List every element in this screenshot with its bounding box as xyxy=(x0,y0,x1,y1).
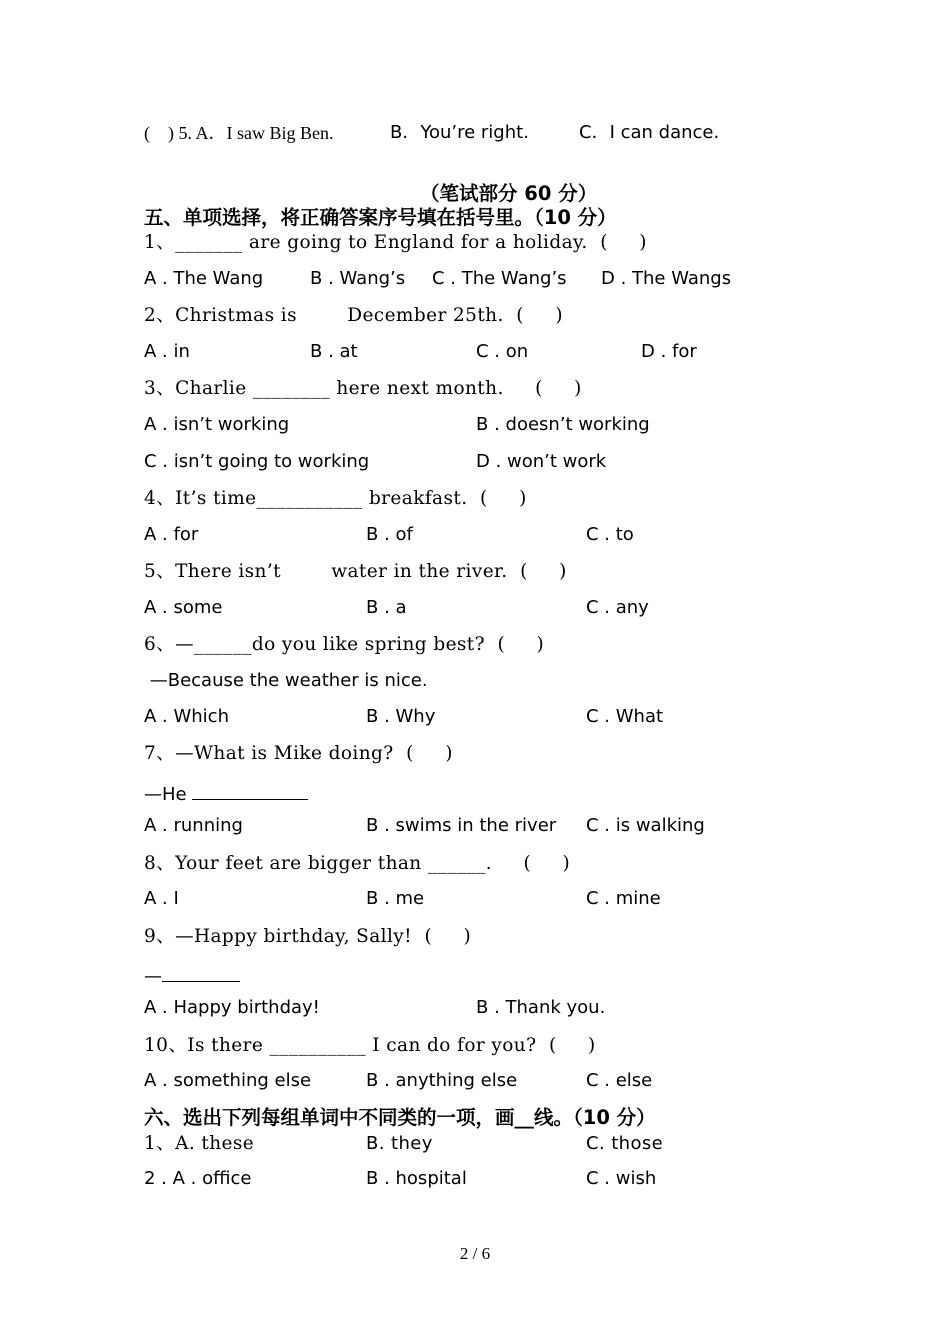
page-number: 2 / 6 xyxy=(459,1244,491,1263)
q3-option-b: B . doesn’t working xyxy=(476,414,650,435)
section-5-title: 五、单项选择，将正确答案序号填在括号里。（10 分） xyxy=(144,206,617,229)
q2-option-d: D . for xyxy=(641,341,697,362)
q4-option-a: A . for xyxy=(144,524,199,545)
q1-option-a: A . The Wang xyxy=(144,268,264,289)
q6-option-c: C . What xyxy=(586,706,664,727)
q1-option-b: B . Wang’s xyxy=(310,268,406,289)
q7-response xyxy=(144,781,308,804)
q8-option-a: A . I xyxy=(144,888,179,909)
q7-option-a: A . running xyxy=(144,815,243,836)
q4-option-b: B . of xyxy=(366,524,413,545)
group-1-option-a: 1、A. these xyxy=(144,1133,255,1154)
q7-option-b: B . swims in the river xyxy=(366,815,557,836)
question-7: 7、—What is Mike doing? ( ) xyxy=(144,743,453,764)
group-2-option-a: 2 . A . office xyxy=(144,1168,252,1189)
q8-option-c: C . mine xyxy=(586,888,661,909)
q6-response: —Because the weather is nice. xyxy=(144,670,428,691)
question-3: 3、Charlie ________ here next month. ( ) xyxy=(144,378,582,399)
q10-option-b: B . anything else xyxy=(366,1070,518,1091)
q4-option-c: C . to xyxy=(586,524,634,545)
q3-option-c: C . isn’t going to working xyxy=(144,451,370,472)
q2-option-c: C . on xyxy=(476,341,529,362)
q10-option-c: C . else xyxy=(586,1070,653,1091)
q3-option-d: D . won’t work xyxy=(476,451,607,472)
q9-response xyxy=(144,963,240,986)
top-option-b: B．You’re right. xyxy=(390,122,529,143)
group-2-option-c: C . wish xyxy=(586,1168,657,1189)
question-10: 10、Is there __________ I can do for you? ( ) xyxy=(144,1035,596,1056)
q2-option-a: A . in xyxy=(144,341,190,362)
top-option-c: C．I can dance. xyxy=(579,122,720,143)
question-9: 9、—Happy birthday, Sally! ( ) xyxy=(144,926,472,947)
question-2: 2、Christmas is December 25th. ( ) xyxy=(144,305,563,326)
q9-option-a: A . Happy birthday! xyxy=(144,997,320,1018)
section-6-title: 六、选出下列每组单词中不同类的一项，画__线。（10 分） xyxy=(144,1106,656,1129)
q6-option-a: A . Which xyxy=(144,706,229,727)
group-1-option-b: B. they xyxy=(366,1133,433,1154)
q1-option-d: D . The Wangs xyxy=(601,268,732,289)
q7-answer-blank xyxy=(192,781,308,800)
q9-answer-blank xyxy=(162,963,240,982)
question-1: 1、_______ are going to England for a holiday. ( ) xyxy=(144,232,647,253)
q1-option-c: C . The Wang’s xyxy=(432,268,567,289)
q7-response-text: —He xyxy=(144,784,193,805)
group-2-option-b: B . hospital xyxy=(366,1168,467,1189)
q8-option-b: B . me xyxy=(366,888,425,909)
top-question-5: ( ) 5. A．I saw Big Ben. xyxy=(144,123,334,143)
q2-option-b: B . at xyxy=(310,341,358,362)
q9-option-b: B . Thank you. xyxy=(476,997,606,1018)
q5-option-b: B . a xyxy=(366,597,407,618)
question-8: 8、Your feet are bigger than ______. ( ) xyxy=(144,853,571,874)
q3-option-a: A . isn’t working xyxy=(144,414,290,435)
group-1-option-c: C. those xyxy=(586,1133,664,1154)
question-4: 4、It’s time___________ breakfast. ( ) xyxy=(144,488,527,509)
q9-response-text: — xyxy=(144,966,162,987)
question-5: 5、There isn’t water in the river. ( ) xyxy=(144,561,567,582)
q5-option-a: A . some xyxy=(144,597,223,618)
q7-option-c: C . is walking xyxy=(586,815,705,836)
q5-option-c: C . any xyxy=(586,597,649,618)
q6-option-b: B . Why xyxy=(366,706,436,727)
question-6: 6、—______do you like spring best? ( ) xyxy=(144,634,545,655)
q10-option-a: A . something else xyxy=(144,1070,312,1091)
written-part-heading: （笔试部分 60 分） xyxy=(420,182,598,205)
